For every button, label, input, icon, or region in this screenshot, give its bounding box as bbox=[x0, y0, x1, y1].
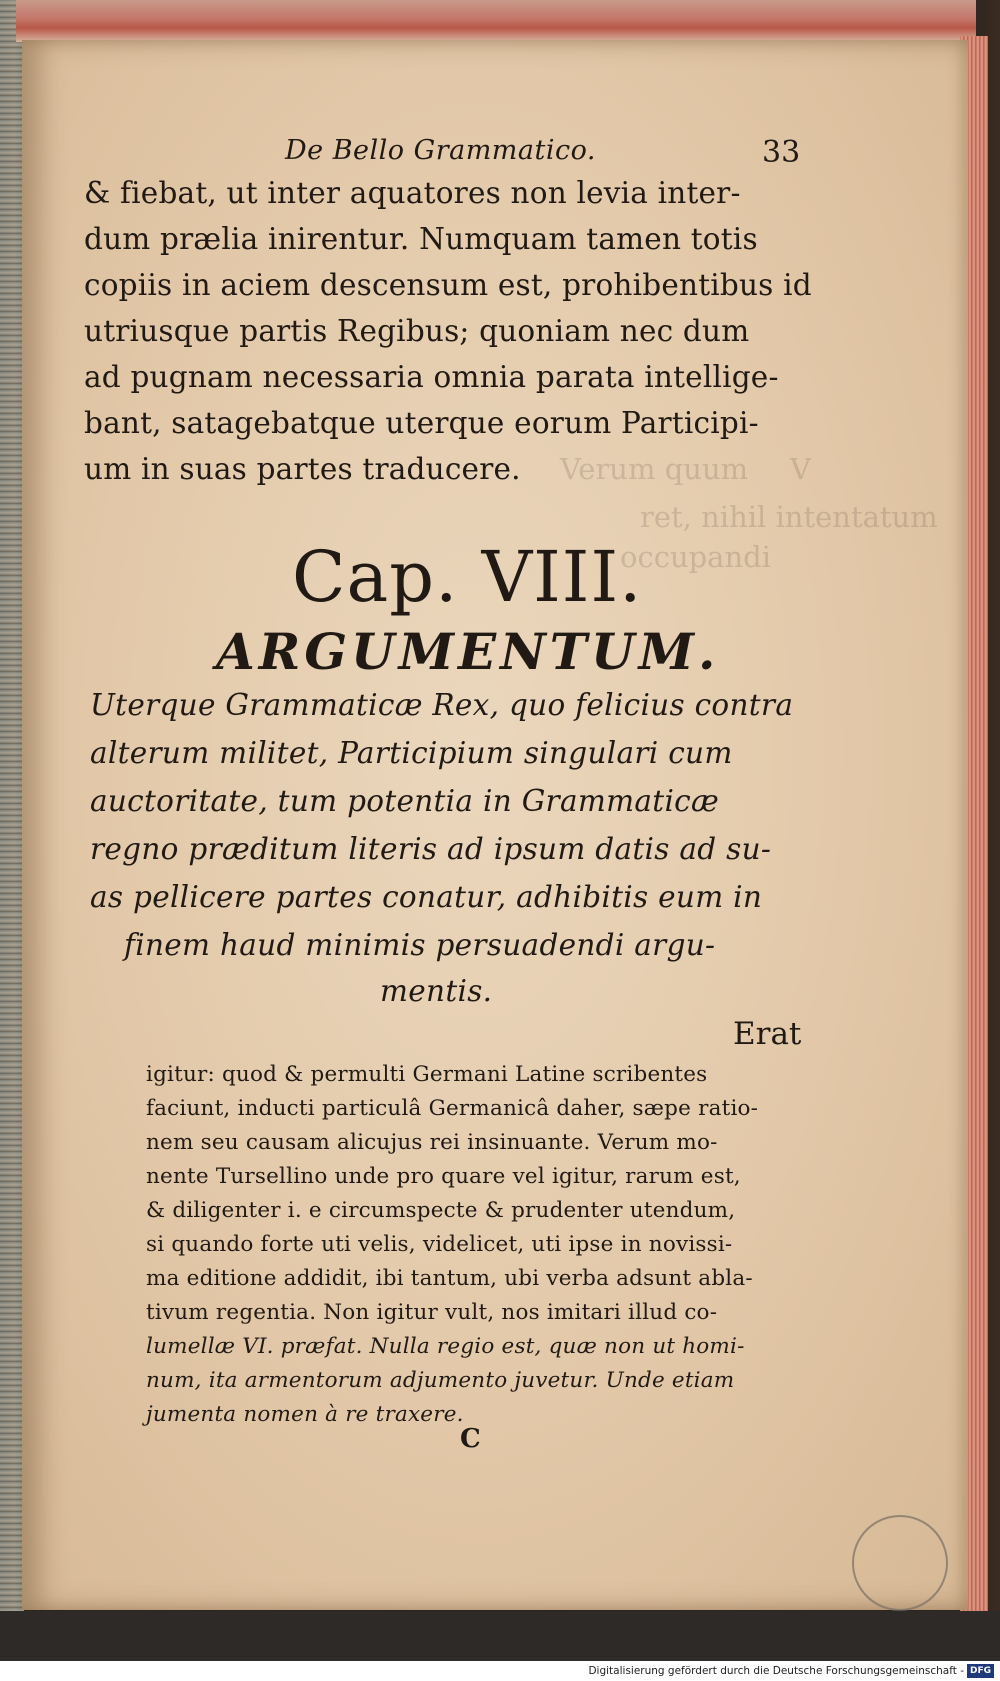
argumentum-line: regno præditum literis ad ipsum datis ad su- bbox=[90, 832, 772, 866]
footnote-line: num, ita armentorum adjumento juvetur. Unde etiam bbox=[146, 1368, 735, 1393]
argumentum-line: alterum militet, Participium singulari cum bbox=[90, 736, 733, 770]
argumentum-line: Uterque Grammaticæ Rex, quo felicius contra bbox=[90, 688, 794, 722]
footnote-line: jumenta nomen à re traxere. bbox=[146, 1402, 464, 1427]
body-line: ad pugnam necessaria omnia parata intellige- bbox=[84, 360, 779, 394]
dfg-logo: DFG bbox=[967, 1664, 994, 1678]
body-line: bant, satagebatque uterque eorum Participi- bbox=[84, 406, 759, 440]
funding-credit-text: Digitalisierung gefördert durch die Deutsche Forschungsgemeinschaft - bbox=[588, 1665, 964, 1677]
show-through-text: ret, nihil intentatum bbox=[640, 500, 938, 534]
footnote-line: ma editione addidit, ibi tantum, ubi verba adsunt abla- bbox=[146, 1266, 753, 1291]
footnote-line: lumellæ VI. præfat. Nulla regio est, quæ non ut homi- bbox=[146, 1334, 745, 1359]
body-line: um in suas partes traducere. bbox=[84, 452, 521, 486]
page-top-edge bbox=[16, 0, 976, 42]
show-through-text: occupandi bbox=[620, 540, 771, 574]
body-line: utriusque partis Regibus; quoniam nec dum bbox=[84, 314, 750, 348]
argumentum-line: as pellicere partes conatur, adhibitis eum in bbox=[90, 880, 763, 914]
catchword: Erat bbox=[733, 1016, 802, 1052]
funding-credit-bar bbox=[0, 1661, 1000, 1681]
footnote-line: faciunt, inducti particulâ Germanicâ daher, sæpe ratio- bbox=[146, 1096, 759, 1121]
body-line: copiis in aciem descensum est, prohibentibus id bbox=[84, 268, 812, 302]
book-spine-edge bbox=[0, 0, 24, 1681]
magnifier-loupe-icon bbox=[852, 1515, 948, 1611]
argumentum-line: auctoritate, tum potentia in Grammaticæ bbox=[90, 784, 720, 818]
footnote-line: nem seu causam alicujus rei insinuante. Verum mo- bbox=[146, 1130, 718, 1155]
chapter-title: Cap. VIII. bbox=[292, 536, 643, 618]
page-number: 33 bbox=[762, 135, 801, 170]
footnote-line: si quando forte uti velis, videlicet, uti ipse in novissi- bbox=[146, 1232, 733, 1257]
footnote-line: tivum regentia. Non igitur vult, nos imitari illud co- bbox=[146, 1300, 718, 1325]
show-through-text: V bbox=[790, 452, 811, 486]
body-line: dum prælia inirentur. Numquam tamen totis bbox=[84, 222, 758, 256]
signature-mark: C bbox=[460, 1424, 481, 1454]
argumentum-line: mentis. bbox=[380, 974, 493, 1008]
footnote-line: & diligenter i. e circumspecte & prudenter utendum, bbox=[146, 1198, 736, 1223]
footnote-line: igitur: quod & permulti Germani Latine scribentes bbox=[146, 1062, 708, 1087]
argumentum-line: finem haud minimis persuadendi argu- bbox=[124, 928, 716, 962]
argumentum-heading: ARGUMENTUM. bbox=[216, 622, 720, 681]
footnote-line: nente Tursellino unde pro quare vel igitur, rarum est, bbox=[146, 1164, 741, 1189]
show-through-text: Verum quum bbox=[560, 452, 749, 486]
body-line: & fiebat, ut inter aquatores non levia inter- bbox=[84, 176, 741, 210]
running-head: De Bello Grammatico. bbox=[285, 135, 596, 166]
